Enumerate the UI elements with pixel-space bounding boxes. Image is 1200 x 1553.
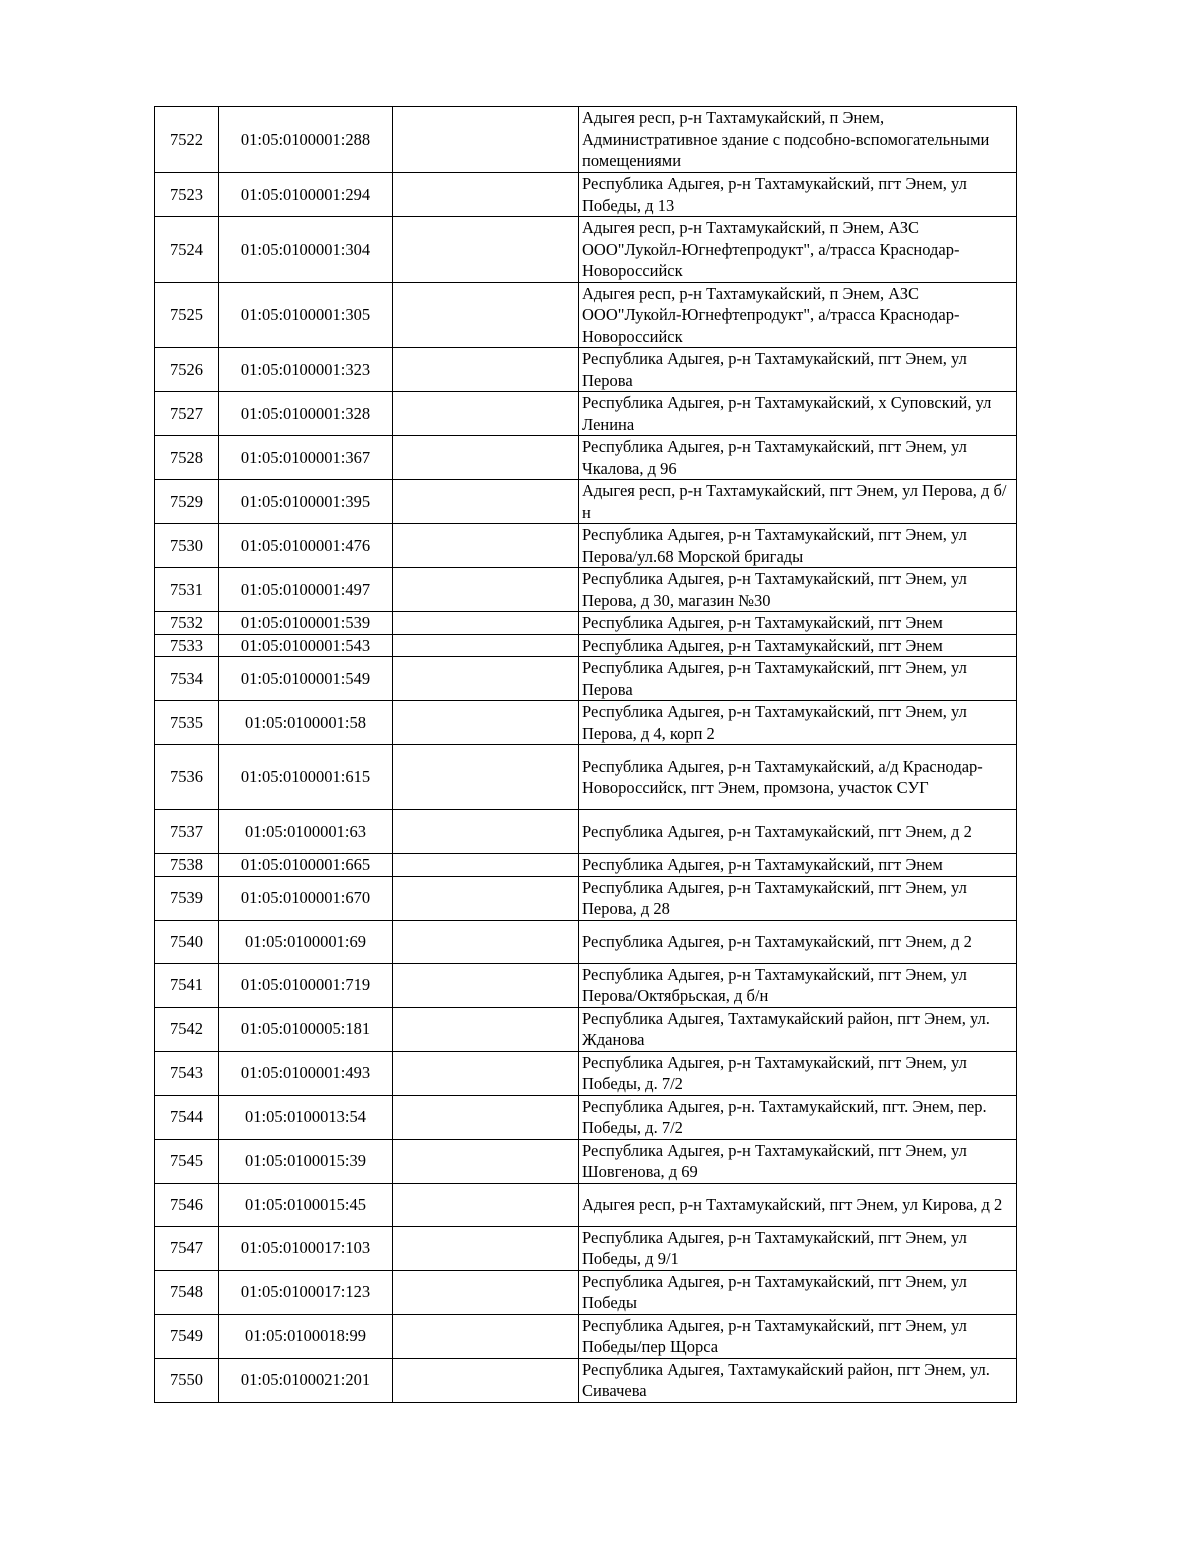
table-row — [155, 524, 1017, 568]
row-number: 7527 — [155, 392, 219, 436]
cadastral-number: 01:05:0100001:719 — [219, 963, 393, 1007]
empty-cell — [393, 657, 579, 701]
address: Республика Адыгея, р-н Тахтамукайский, пгт Энем, ул Перова, д 4, корп 2 — [579, 701, 1017, 745]
cadastral-number: 01:05:0100017:123 — [219, 1270, 393, 1314]
address: Республика Адыгея, р-н Тахтамукайский, пгт Энем, ул Победы/пер Щорса — [579, 1314, 1017, 1358]
row-number: 7543 — [155, 1051, 219, 1095]
cadastral-number: 01:05:0100001:549 — [219, 657, 393, 701]
address: Республика Адыгея, р-н Тахтамукайский, пгт Энем, д 2 — [579, 810, 1017, 854]
table-row — [155, 1226, 1017, 1270]
cadastral-number: 01:05:0100001:497 — [219, 568, 393, 612]
address: Республика Адыгея, р-н Тахтамукайский, пгт Энем — [579, 612, 1017, 635]
cadastral-number: 01:05:0100001:288 — [219, 107, 393, 173]
empty-cell — [393, 701, 579, 745]
empty-cell — [393, 173, 579, 217]
row-number: 7522 — [155, 107, 219, 173]
address: Республика Адыгея, р-н Тахтамукайский, пгт Энем, ул Перова — [579, 348, 1017, 392]
row-number: 7550 — [155, 1358, 219, 1402]
address: Республика Адыгея, Тахтамукайский район, пгт Энем, ул. Жданова — [579, 1007, 1017, 1051]
cadastral-number: 01:05:0100001:323 — [219, 348, 393, 392]
cadastral-number: 01:05:0100021:201 — [219, 1358, 393, 1402]
table-row — [155, 920, 1017, 963]
empty-cell — [393, 963, 579, 1007]
table-row — [155, 392, 1017, 436]
address: Республика Адыгея, р-н Тахтамукайский, пгт Энем — [579, 854, 1017, 877]
cadastral-number: 01:05:0100017:103 — [219, 1226, 393, 1270]
table-row — [155, 1358, 1017, 1402]
row-number: 7544 — [155, 1095, 219, 1139]
table-row — [155, 348, 1017, 392]
row-number: 7532 — [155, 612, 219, 635]
empty-cell — [393, 524, 579, 568]
table-row — [155, 1270, 1017, 1314]
cadastral-number: 01:05:0100001:543 — [219, 634, 393, 657]
address: Республика Адыгея, р-н Тахтамукайский, пгт Энем, ул Перова/Октябрьская, д б/н — [579, 963, 1017, 1007]
address: Адыгея респ, р-н Тахтамукайский, пгт Энем, ул Кирова, д 2 — [579, 1183, 1017, 1226]
empty-cell — [393, 1095, 579, 1139]
empty-cell — [393, 634, 579, 657]
row-number: 7540 — [155, 920, 219, 963]
address: Республика Адыгея, р-н Тахтамукайский, пгт Энем, ул Перова — [579, 657, 1017, 701]
cadastral-number: 01:05:0100001:305 — [219, 282, 393, 348]
empty-cell — [393, 436, 579, 480]
row-number: 7531 — [155, 568, 219, 612]
table-row — [155, 1095, 1017, 1139]
address: Республика Адыгея, р-н Тахтамукайский, пгт Энем, ул Перова, д 30, магазин №30 — [579, 568, 1017, 612]
empty-cell — [393, 1314, 579, 1358]
cadastral-number: 01:05:0100001:395 — [219, 480, 393, 524]
row-number: 7539 — [155, 876, 219, 920]
table-row — [155, 1007, 1017, 1051]
table-row — [155, 217, 1017, 283]
address: Республика Адыгея, р-н Тахтамукайский, пгт Энем, ул Шовгенова, д 69 — [579, 1139, 1017, 1183]
empty-cell — [393, 282, 579, 348]
cadastral-number: 01:05:0100001:328 — [219, 392, 393, 436]
table-row — [155, 657, 1017, 701]
empty-cell — [393, 568, 579, 612]
row-number: 7529 — [155, 480, 219, 524]
address: Республика Адыгея, р-н Тахтамукайский, пгт Энем — [579, 634, 1017, 657]
table-row — [155, 480, 1017, 524]
cadastral-number: 01:05:0100001:665 — [219, 854, 393, 877]
empty-cell — [393, 612, 579, 635]
table-row — [155, 107, 1017, 173]
cadastral-number: 01:05:0100015:45 — [219, 1183, 393, 1226]
address: Республика Адыгея, р-н Тахтамукайский, пгт Энем, ул Победы, д 13 — [579, 173, 1017, 217]
table-row — [155, 701, 1017, 745]
empty-cell — [393, 1007, 579, 1051]
table-row — [155, 810, 1017, 854]
table-row — [155, 282, 1017, 348]
empty-cell — [393, 810, 579, 854]
cadastral-number: 01:05:0100013:54 — [219, 1095, 393, 1139]
cadastral-number: 01:05:0100001:304 — [219, 217, 393, 283]
table-row — [155, 1139, 1017, 1183]
empty-cell — [393, 107, 579, 173]
row-number: 7534 — [155, 657, 219, 701]
row-number: 7548 — [155, 1270, 219, 1314]
row-number: 7535 — [155, 701, 219, 745]
address: Республика Адыгея, р-н Тахтамукайский, пгт Энем, ул Победы, д 9/1 — [579, 1226, 1017, 1270]
address: Республика Адыгея, р-н Тахтамукайский, пгт Энем, ул Победы, д. 7/2 — [579, 1051, 1017, 1095]
registry-rows — [155, 107, 1017, 1403]
address: Республика Адыгея, р-н Тахтамукайский, пгт Энем, ул Чкалова, д 96 — [579, 436, 1017, 480]
table-row — [155, 1314, 1017, 1358]
cadastral-number: 01:05:0100001:58 — [219, 701, 393, 745]
row-number: 7545 — [155, 1139, 219, 1183]
row-number: 7536 — [155, 745, 219, 810]
cadastral-number: 01:05:0100015:39 — [219, 1139, 393, 1183]
empty-cell — [393, 876, 579, 920]
table-row — [155, 1183, 1017, 1226]
cadastral-number: 01:05:0100005:181 — [219, 1007, 393, 1051]
address: Республика Адыгея, р-н Тахтамукайский, пгт Энем, д 2 — [579, 920, 1017, 963]
cadastral-number: 01:05:0100001:367 — [219, 436, 393, 480]
registry-table — [154, 106, 1017, 1403]
empty-cell — [393, 480, 579, 524]
empty-cell — [393, 1139, 579, 1183]
table-row — [155, 612, 1017, 635]
empty-cell — [393, 745, 579, 810]
row-number: 7537 — [155, 810, 219, 854]
cadastral-number: 01:05:0100018:99 — [219, 1314, 393, 1358]
row-number: 7541 — [155, 963, 219, 1007]
empty-cell — [393, 217, 579, 283]
table-row — [155, 1051, 1017, 1095]
row-number: 7546 — [155, 1183, 219, 1226]
address: Республика Адыгея, р-н. Тахтамукайский, пгт. Энем, пер. Победы, д. 7/2 — [579, 1095, 1017, 1139]
empty-cell — [393, 1226, 579, 1270]
table-row — [155, 745, 1017, 810]
cadastral-number: 01:05:0100001:493 — [219, 1051, 393, 1095]
table-row — [155, 173, 1017, 217]
address: Адыгея респ, р-н Тахтамукайский, п Энем, Административное здание с подсобно-вспомогательными помещениями — [579, 107, 1017, 173]
row-number: 7525 — [155, 282, 219, 348]
row-number: 7542 — [155, 1007, 219, 1051]
address: Республика Адыгея, р-н Тахтамукайский, а/д Краснодар-Новороссийск, пгт Энем, промзона, участок СУГ — [579, 745, 1017, 810]
row-number: 7528 — [155, 436, 219, 480]
cadastral-number: 01:05:0100001:476 — [219, 524, 393, 568]
row-number: 7549 — [155, 1314, 219, 1358]
row-number: 7547 — [155, 1226, 219, 1270]
row-number: 7526 — [155, 348, 219, 392]
address: Республика Адыгея, р-н Тахтамукайский, х Суповский, ул Ленина — [579, 392, 1017, 436]
table-row — [155, 568, 1017, 612]
table-row — [155, 963, 1017, 1007]
empty-cell — [393, 854, 579, 877]
address: Республика Адыгея, р-н Тахтамукайский, пгт Энем, ул Победы — [579, 1270, 1017, 1314]
cadastral-number: 01:05:0100001:294 — [219, 173, 393, 217]
cadastral-number: 01:05:0100001:670 — [219, 876, 393, 920]
table-row — [155, 634, 1017, 657]
empty-cell — [393, 1183, 579, 1226]
empty-cell — [393, 348, 579, 392]
address: Адыгея респ, р-н Тахтамукайский, пгт Энем, ул Перова, д б/н — [579, 480, 1017, 524]
row-number: 7533 — [155, 634, 219, 657]
row-number: 7530 — [155, 524, 219, 568]
row-number: 7523 — [155, 173, 219, 217]
empty-cell — [393, 392, 579, 436]
empty-cell — [393, 1358, 579, 1402]
cadastral-number: 01:05:0100001:69 — [219, 920, 393, 963]
cadastral-number: 01:05:0100001:615 — [219, 745, 393, 810]
empty-cell — [393, 920, 579, 963]
table-row — [155, 436, 1017, 480]
address: Республика Адыгея, р-н Тахтамукайский, пгт Энем, ул Перова, д 28 — [579, 876, 1017, 920]
table-row — [155, 854, 1017, 877]
address: Адыгея респ, р-н Тахтамукайский, п Энем, АЗС ООО"Лукойл-Югнефтепродукт", а/трасса Краснодар-Новороссийск — [579, 282, 1017, 348]
address: Адыгея респ, р-н Тахтамукайский, п Энем, АЗС ООО"Лукойл-Югнефтепродукт", а/трасса Краснодар-Новороссийск — [579, 217, 1017, 283]
cadastral-number: 01:05:0100001:539 — [219, 612, 393, 635]
address: Республика Адыгея, Тахтамукайский район, пгт Энем, ул. Сивачева — [579, 1358, 1017, 1402]
row-number: 7524 — [155, 217, 219, 283]
address: Республика Адыгея, р-н Тахтамукайский, пгт Энем, ул Перова/ул.68 Морской бригады — [579, 524, 1017, 568]
empty-cell — [393, 1270, 579, 1314]
row-number: 7538 — [155, 854, 219, 877]
cadastral-number: 01:05:0100001:63 — [219, 810, 393, 854]
empty-cell — [393, 1051, 579, 1095]
table-row — [155, 876, 1017, 920]
